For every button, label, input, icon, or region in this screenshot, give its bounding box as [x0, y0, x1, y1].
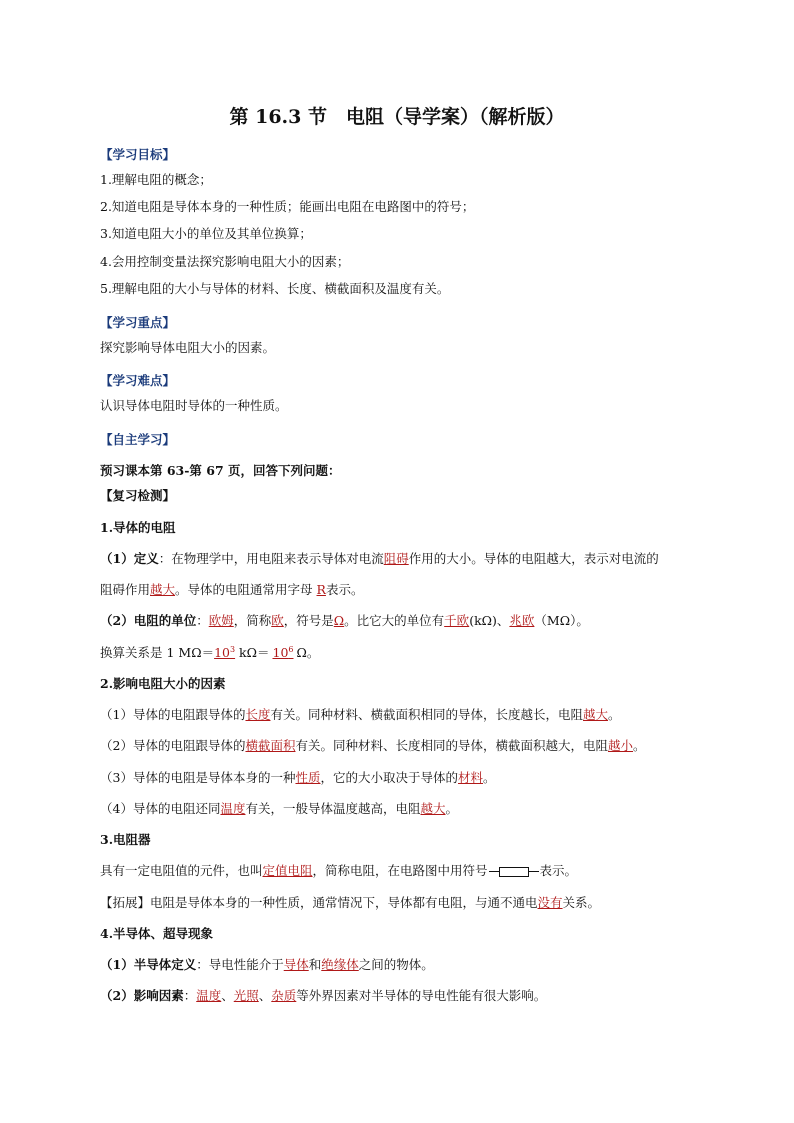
answer-blank: 性质 [295, 770, 321, 785]
text: （3）导体的电阻是导体本身的一种 [100, 770, 296, 785]
text: 作用的大小。导体的电阻越大，表示对电流的 [408, 551, 659, 566]
q3-line [100, 863, 577, 879]
review-header: 【复习检测】 [100, 488, 176, 503]
text: 。 [483, 770, 496, 785]
text: 等外界因素对半导体的导电性能有很大影响。 [296, 988, 547, 1003]
answer-blank: 温度 [220, 801, 246, 816]
answer-blank: 横截面积 [245, 738, 296, 753]
text: 。 [445, 801, 459, 816]
answer-blank: 光照 [233, 988, 259, 1003]
text: ，符号是 [283, 613, 334, 628]
text: 有关。同种材料、横截面积相同的导体，长度越长，电阻 [270, 707, 583, 722]
answer-blank: 兆欧 [509, 613, 535, 628]
text: 具有一定电阻值的元件，也叫 [100, 863, 263, 878]
q2-line-1 [100, 707, 621, 723]
answer-blank: 阻碍 [383, 551, 409, 566]
answer-blank: 长度 [245, 707, 271, 722]
answer-blank: 定值电阻 [262, 863, 313, 878]
text: ，它的大小取决于导体的 [320, 770, 458, 785]
text: 表示。 [539, 863, 578, 878]
preview-instruction: 预习课本第 63-第 67 页，回答下列问题： [100, 463, 341, 478]
answer-blank: R [316, 582, 326, 597]
q1-definition-line-2 [100, 582, 363, 598]
answer-blank: 绝缘体 [321, 957, 359, 972]
text: ： [196, 613, 209, 628]
text: kΩ＝ [235, 645, 270, 660]
text: 之间的物体。 [358, 957, 434, 972]
q1-conversion-line [100, 645, 319, 661]
text: ： [183, 988, 197, 1003]
text: （2）导体的电阻跟导体的 [100, 738, 246, 753]
text: 。 [608, 707, 621, 722]
answer-blank: 越大 [150, 582, 176, 597]
q4-l2-label: （2）影响因素 [100, 988, 184, 1003]
difficulty-text: 认识导体电阻时导体的一种性质。 [100, 398, 288, 413]
key-text: 探究影响导体电阻大小的因素。 [100, 340, 276, 355]
goal-item: 1.理解电阻的概念； [100, 172, 212, 187]
text: 、 [258, 988, 272, 1003]
exponent: 6 [288, 644, 294, 654]
q1-heading: 1.导体的电阻 [100, 520, 176, 535]
difficulty-header: 【学习难点】 [100, 373, 176, 388]
q2-line-4 [100, 801, 458, 817]
answer-blank: Ω [333, 613, 345, 628]
text: 阻碍作用 [100, 582, 151, 597]
q2-line-3 [100, 770, 496, 786]
self-study-header: 【自主学习】 [100, 432, 176, 447]
text: （MΩ）。 [534, 613, 589, 628]
text: 有关。同种材料、长度相同的导体，横截面积越大，电阻 [295, 738, 608, 753]
goal-item: 2.知道电阻是导体本身的一种性质；能画出电阻在电路图中的符号； [100, 199, 475, 214]
text: ：在物理学中，用电阻来表示导体对电流 [158, 551, 384, 566]
text: 表示。 [325, 582, 364, 597]
text: ，简称电阻，在电路图中用符号 [312, 863, 488, 878]
text: 、 [221, 988, 234, 1003]
answer-blank: 材料 [458, 770, 484, 785]
text: 电阻是导体本身的一种性质，通常情况下，导体都有电阻，与通不通电 [150, 895, 538, 910]
text: 。 [633, 738, 646, 753]
q1-definition-line [100, 551, 659, 567]
q1-unit-label: （2）电阻的单位 [100, 613, 197, 628]
text: 有关，一般导体温度越高，电阻 [245, 801, 421, 816]
answer-blank [214, 645, 235, 660]
answer-blank: 越大 [583, 707, 609, 722]
goals-header: 【学习目标】 [100, 147, 176, 162]
text: ，简称 [233, 613, 272, 628]
q4-heading: 4.半导体、超导现象 [100, 926, 214, 941]
answer-blank: 温度 [196, 988, 222, 1003]
answer-blank: 杂质 [271, 988, 297, 1003]
q4-line-1 [100, 957, 434, 973]
text: Ω。 [296, 645, 320, 660]
q1-unit-line [100, 613, 589, 629]
text: 10 [272, 645, 289, 660]
text: 换算关系是 1 MΩ＝ [100, 645, 215, 660]
extension-label: 【拓展】 [100, 895, 151, 910]
text: 10 [214, 645, 230, 660]
text: 关系。 [562, 895, 601, 910]
goal-item: 5.理解电阻的大小与导体的材料、长度、横截面积及温度有关。 [100, 281, 450, 296]
q1-def-label: （1）定义 [100, 551, 159, 566]
q2-line-2 [100, 738, 646, 754]
text: 。导体的电阻通常用字母 [175, 582, 317, 597]
q3-heading: 3.电阻器 [100, 832, 151, 847]
text: ：导电性能介于 [196, 957, 284, 972]
goal-item: 4.会用控制变量法探究影响电阻大小的因素； [100, 254, 350, 269]
text: 。比它大的单位有 [344, 613, 445, 628]
text: （4）导体的电阻还同 [100, 801, 221, 816]
q3-extension-line [100, 895, 600, 911]
answer-blank: 欧姆 [208, 613, 234, 628]
answer-blank: 欧 [271, 613, 284, 628]
answer-blank: 越大 [420, 801, 446, 816]
exponent: 3 [229, 644, 236, 654]
q4-l1-label: （1）半导体定义 [100, 957, 197, 972]
text: (kΩ)、 [469, 613, 510, 628]
answer-blank: 没有 [537, 895, 563, 910]
answer-blank: 越小 [608, 738, 634, 753]
q4-line-2 [100, 988, 546, 1004]
text: 和 [308, 957, 322, 972]
resistor-symbol-icon [489, 867, 539, 877]
answer-blank: 导体 [283, 957, 309, 972]
key-header: 【学习重点】 [100, 315, 176, 330]
answer-blank [270, 645, 297, 660]
answer-blank: 千欧 [444, 613, 470, 628]
page-title: 第 16.3 节 电阻（导学案）（解析版） [229, 106, 565, 128]
text: （1）导体的电阻跟导体的 [100, 707, 246, 722]
q2-heading: 2.影响电阻大小的因素 [100, 676, 226, 691]
goal-item: 3.知道电阻大小的单位及其单位换算； [100, 226, 312, 241]
